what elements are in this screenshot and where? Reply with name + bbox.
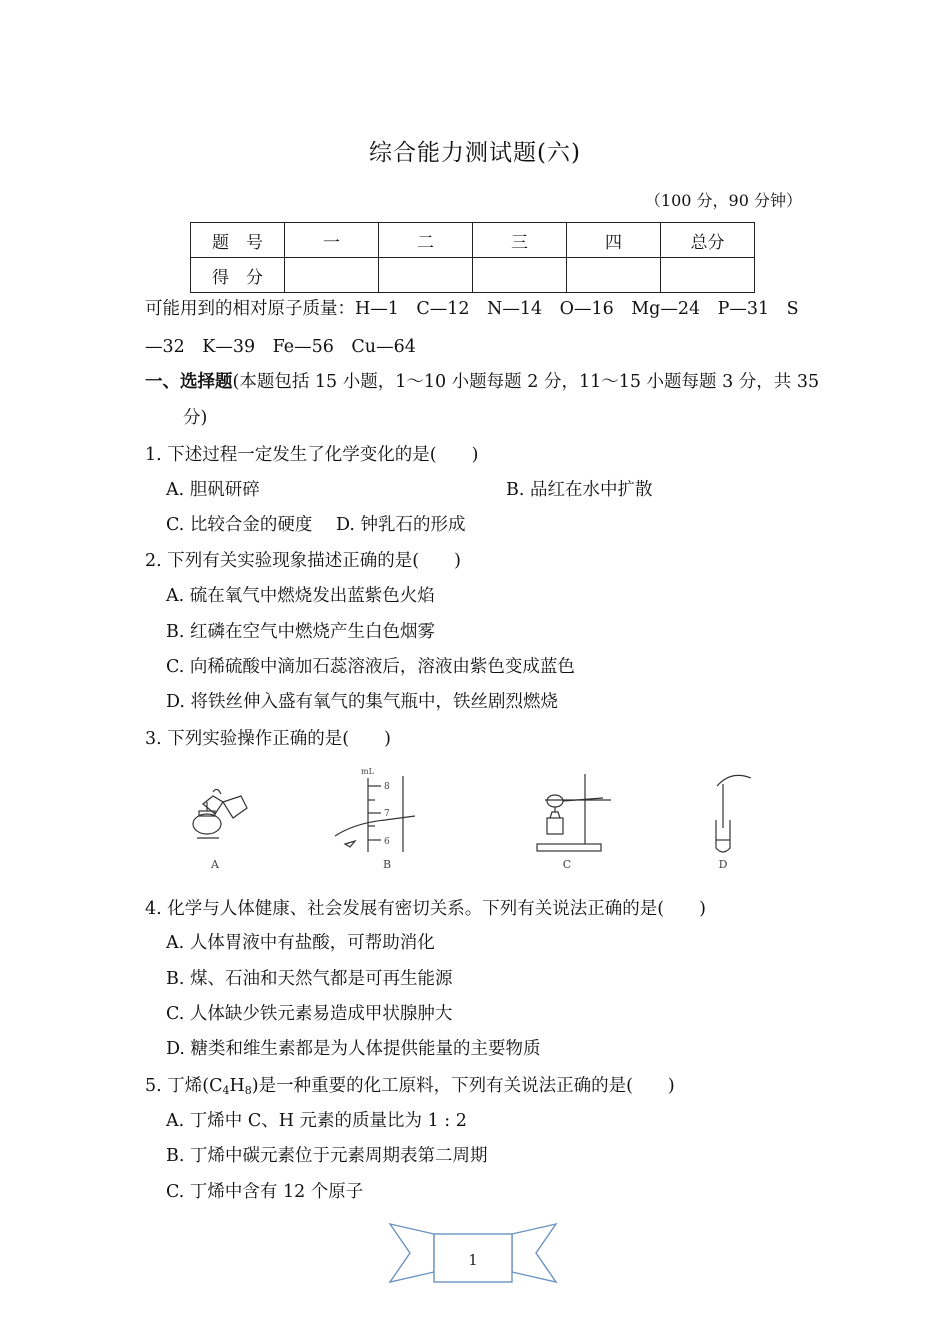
score-table-header-row: [191, 223, 755, 258]
measuring-cylinder-illustration: [335, 776, 415, 852]
score-cell[interactable]: [661, 258, 755, 293]
q1-option-d[interactable]: D. 钟乳石的形成: [336, 515, 466, 535]
atomic-masses-line-1: 可能用到的相对原子质量：H—1 C—12 N—14 O—16 Mg—24 P—31 S: [145, 299, 799, 319]
q5-option-b[interactable]: B. 丁烯中碳元素位于元素周期表第二周期: [166, 1146, 488, 1166]
figure-label-a: A: [211, 858, 219, 871]
q5-stem-mid: H: [229, 1076, 245, 1096]
cylinder-tick-7: 7: [384, 809, 390, 819]
q1-option-b[interactable]: B. 品红在水中扩散: [506, 480, 653, 500]
iron-stand-heating-illustration: [537, 774, 611, 851]
q4-option-b[interactable]: B. 煤、石油和天然气都是可再生能源: [166, 969, 453, 989]
q4-option-c[interactable]: C. 人体缺少铁元素易造成甲状腺肿大: [166, 1004, 453, 1024]
q2-option-b[interactable]: B. 红磷在空气中燃烧产生白色烟雾: [166, 622, 435, 642]
q3-apparatus-figure: [185, 768, 765, 878]
q5-subscript-4: 4: [222, 1084, 230, 1097]
header-cell: 题 号: [191, 223, 285, 258]
header-cell: 总分: [661, 223, 755, 258]
q5-stem-post: )是一种重要的化工原料，下列有关说法正确的是( ): [251, 1076, 675, 1096]
q2-option-a[interactable]: A. 硫在氧气中燃烧发出蓝紫色火焰: [166, 586, 435, 606]
figure-label-c: C: [562, 858, 572, 871]
score-cell[interactable]: [285, 258, 379, 293]
alcohol-lamp-lighting-illustration: [193, 789, 247, 838]
score-table: [190, 222, 755, 293]
section-description-cont: 分): [183, 408, 208, 428]
score-table-score-row: [191, 258, 755, 293]
q4-stem: 4. 化学与人体健康、社会发展有密切关系。下列有关说法正确的是( ): [145, 899, 706, 919]
q4-option-d[interactable]: D. 糖类和维生素都是为人体提供能量的主要物质: [166, 1039, 541, 1059]
q4-option-a[interactable]: A. 人体胃液中有盐酸，可帮助消化: [166, 933, 435, 953]
row-label-cell: 得 分: [191, 258, 285, 293]
header-cell: 四: [567, 223, 661, 258]
q2-option-c[interactable]: C. 向稀硫酸中滴加石蕊溶液后，溶液由紫色变成蓝色: [166, 657, 575, 677]
q2-stem: 2. 下列有关实验现象描述正确的是( ): [145, 551, 461, 571]
figure-label-d: D: [718, 858, 728, 871]
q5-option-c[interactable]: C. 丁烯中含有 12 个原子: [166, 1182, 364, 1202]
score-cell[interactable]: [379, 258, 473, 293]
section-heading-line: [145, 370, 819, 394]
page-number-ribbon: [388, 1220, 558, 1286]
dropper-test-tube-illustration: [716, 775, 751, 852]
score-cell[interactable]: [567, 258, 661, 293]
cylinder-unit-label: mL: [361, 768, 374, 776]
q5-option-a[interactable]: A. 丁烯中 C、H 元素的质量比为 1 : 2: [166, 1111, 467, 1131]
header-cell: 三: [473, 223, 567, 258]
time-note: （100 分，90 分钟）: [644, 191, 802, 210]
q5-stem-pre: 5. 丁烯(C: [145, 1076, 223, 1096]
q5-subscript-8: 8: [244, 1084, 252, 1097]
cylinder-tick-8: 8: [384, 782, 390, 792]
header-cell: 一: [285, 223, 379, 258]
atomic-masses-line-2: —32 K—39 Fe—56 Cu—64: [145, 337, 416, 357]
q1-stem: 1. 下述过程一定发生了化学变化的是( ): [145, 445, 479, 465]
figure-label-b: B: [382, 858, 392, 871]
score-cell[interactable]: [473, 258, 567, 293]
q1-option-a[interactable]: A. 胆矾研碎: [166, 480, 260, 500]
q5-stem: [145, 1074, 675, 1103]
section-heading: 一、选择题: [145, 372, 233, 392]
q1-option-c[interactable]: C. 比较合金的硬度: [166, 515, 313, 535]
cylinder-tick-6: 6: [384, 837, 390, 847]
q2-option-d[interactable]: D. 将铁丝伸入盛有氧气的集气瓶中，铁丝剧烈燃烧: [166, 692, 559, 712]
header-cell: 二: [379, 223, 473, 258]
page-number: 1: [468, 1251, 478, 1269]
page-title: 综合能力测试题(六): [369, 140, 581, 166]
section-description: (本题包括 15 小题，1～10 小题每题 2 分，11～15 小题每题 3 分，共 35: [232, 372, 820, 392]
q3-stem: 3. 下列实验操作正确的是( ): [145, 729, 391, 749]
